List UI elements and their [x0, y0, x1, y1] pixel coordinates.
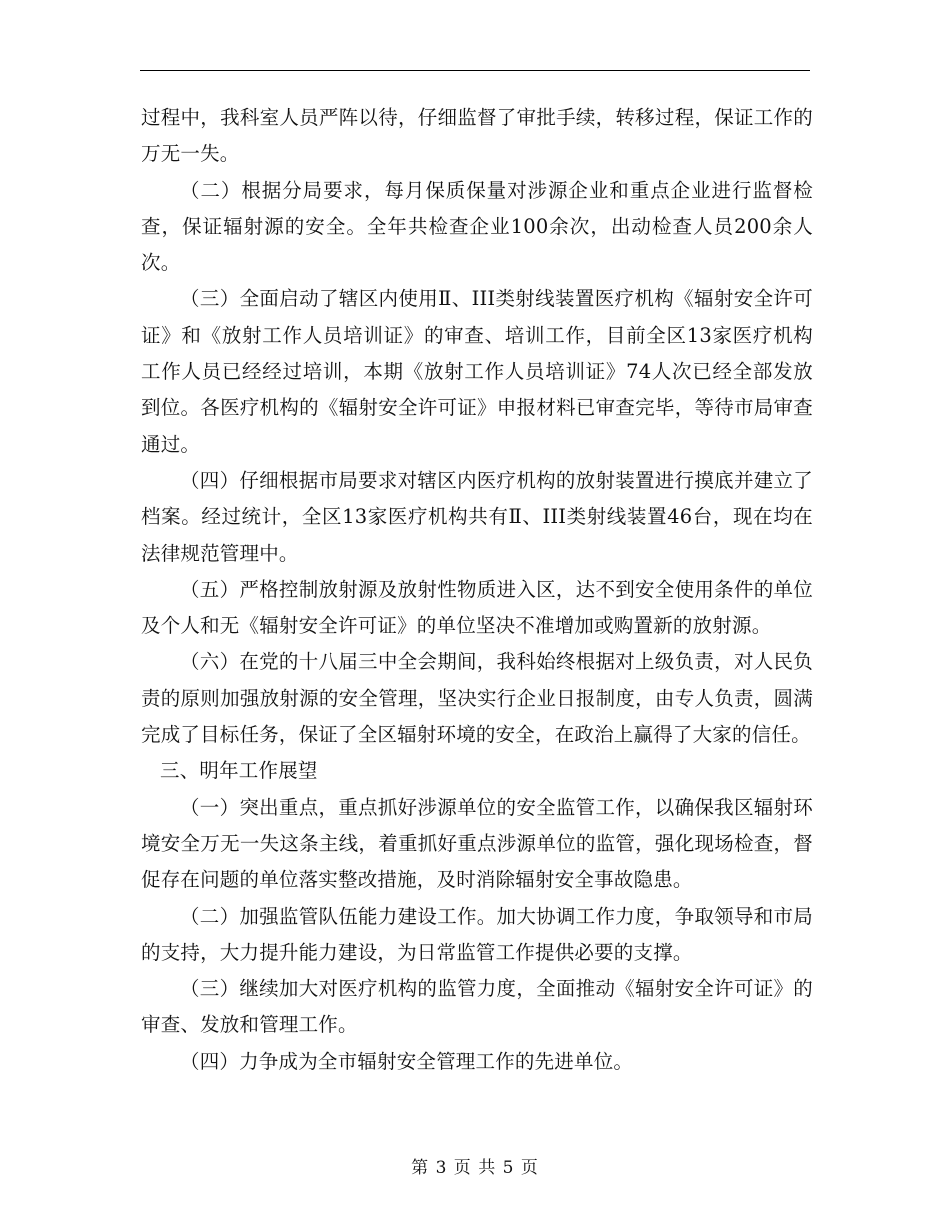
paragraph-plan-2: （二）加强监管队伍能力建设工作。加大协调工作力度，争取领导和市局的支持，大力提升能力建设，为日常监管工作提供必要的支撑。: [141, 904, 813, 964]
paragraph-item-6: （六）在党的十八届三中全会期间，我科始终根据对上级负责，对人民负责的原则加强放射源的安全管理，坚决实行企业日报制度，由专人负责，圆满完成了目标任务，保证了全区辐射环境的安全，在政治上赢得了大家的信任。: [141, 650, 813, 747]
page-number: 第 3 页 共 5 页: [411, 1158, 539, 1178]
paragraph-plan-3: （三）继续加大对医疗机构的监管力度，全面推动《辐射安全许可证》的审查、发放和管理工作。: [141, 977, 813, 1037]
paragraph-item-5: （五）严格控制放射源及放射性物质进入区，达不到安全使用条件的单位及个人和无《辐射安全许可证》的单位坚决不准增加或购置新的放射源。: [141, 577, 813, 638]
paragraph-plan-4: （四）力争成为全市辐射安全管理工作的先进单位。: [180, 1049, 634, 1073]
paragraph-plan-1: （一）突出重点，重点抓好涉源单位的安全监管工作，以确保我区辐射环境安全万无一失这条主线，着重抓好重点涉源单位的监管，强化现场检查，督促存在问题的单位落实整改措施，及时消除辐射安全事故隐患。: [141, 795, 813, 892]
paragraph-item-3: （三）全面启动了辖区内使用Ⅱ、III类射线装置医疗机构《辐射安全许可证》和《放射工作人员培训证》的审查、培训工作，目前全区13家医疗机构工作人员已经经过培训，本期《放射工作人员培训证》74人次已经全部发放到位。各医疗机构的《辐射安全许可证》申报材料已审查完毕，等待市局审查通过。: [141, 287, 813, 456]
paragraph-continuation: 过程中，我科室人员严阵以待，仔细监督了审批手续，转移过程，保证工作的万无一失。: [141, 106, 813, 166]
header-rule: [140, 70, 810, 71]
paragraph-item-2: （二）根据分局要求，每月保质保量对涉源企业和重点企业进行监督检查，保证辐射源的安全。全年共检查企业100余次，出动检查人员200余人次。: [141, 178, 813, 275]
section-heading: 三、明年工作展望: [160, 759, 318, 783]
paragraph-item-4: （四）仔细根据市局要求对辖区内医疗机构的放射装置进行摸底并建立了档案。经过统计，全区13家医疗机构共有Ⅱ、III类射线装置46台，现在均在法律规范管理中。: [141, 468, 813, 565]
document-body: [141, 100, 813, 1080]
